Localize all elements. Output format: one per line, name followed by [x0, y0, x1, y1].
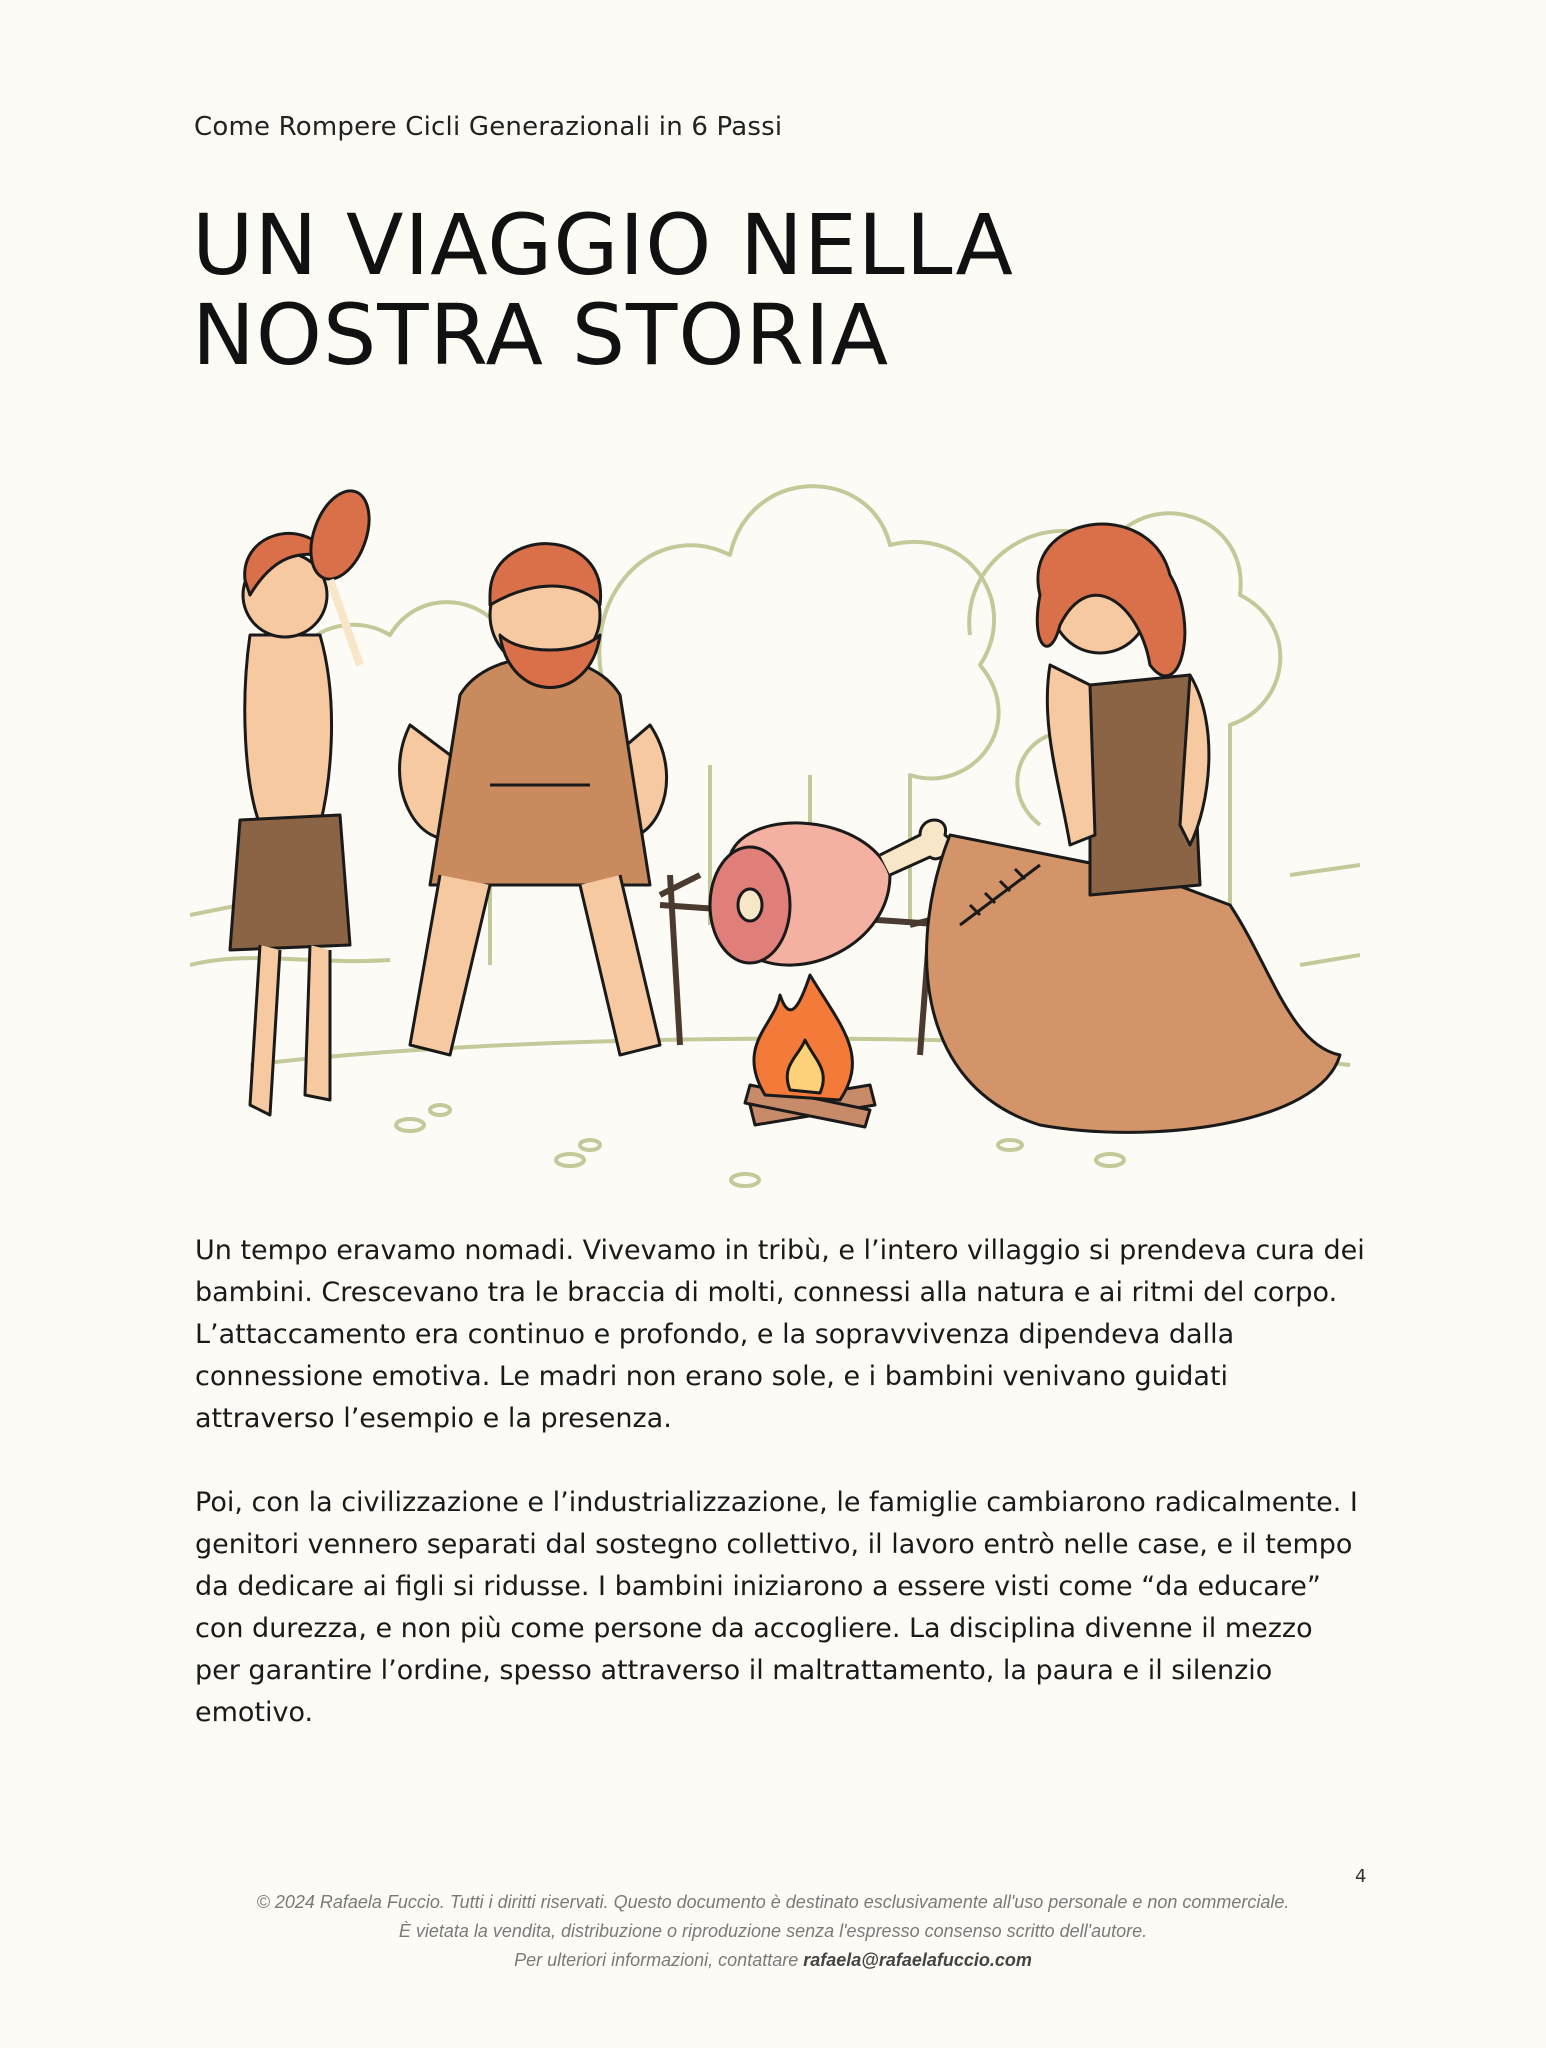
mother-figure: [927, 524, 1340, 1132]
running-header: Come Rompere Cicli Generazionali in 6 Passi: [194, 112, 783, 142]
footer-contact-prefix: Per ulteriori informazioni, contattare: [514, 1950, 799, 1970]
footer-copyright-line: © 2024 Rafaela Fuccio. Tutti i diritti riservati. Questo documento è destinato esclusivamente all'uso personale e non commerciale.: [256, 1892, 1290, 1912]
page-title: [192, 196, 1014, 384]
footer-contact-line: [0, 1946, 1546, 1975]
contact-email-link[interactable]: rafaela@rafaelafuccio.com: [803, 1950, 1032, 1970]
campfire: [745, 975, 875, 1127]
prehistoric-family-illustration: [190, 405, 1360, 1215]
father-figure: [400, 544, 667, 1055]
body-text: [195, 1230, 1365, 1776]
copyright-footer: [0, 1888, 1546, 1975]
title-line-1: UN VIAGGIO NELLA: [192, 196, 1014, 294]
footer-rights-line: È vietata la vendita, distribuzione o riproduzione senza l'espresso consenso scritto dell'autore.: [398, 1921, 1148, 1941]
title-line-2: NOSTRA STORIA: [192, 286, 890, 384]
paragraph-1: Un tempo eravamo nomadi. Vivevamo in tribù, e l’intero villaggio si prendeva cura dei bambini. Crescevano tra le braccia di molti, connessi alla natura e ai ritmi del corpo. L’attaccamento era continuo e profondo, e la sopravvivenza dipendeva dalla connessione emotiva. Le madri non erano sole, e i bambini venivano guidati attraverso l’esempio e la presenza.: [195, 1235, 1365, 1434]
paragraph-2: Poi, con la civilizzazione e l’industrializzazione, le famiglie cambiarono radicalmente. I genitori vennero separati dal sostegno collettivo, il lavoro entrò nelle case, e il tempo da dedicare ai figli si ridusse. I bambini iniziarono a essere visti come “da educare” con durezza, e non più come persone da accogliere. La disciplina divenne il mezzo per garantire l’ordine, spesso attraverso il maltrattamento, la paura e il silenzio emotivo.: [195, 1487, 1358, 1728]
page-number: 4: [1355, 1866, 1367, 1887]
child-figure: [230, 483, 380, 1115]
